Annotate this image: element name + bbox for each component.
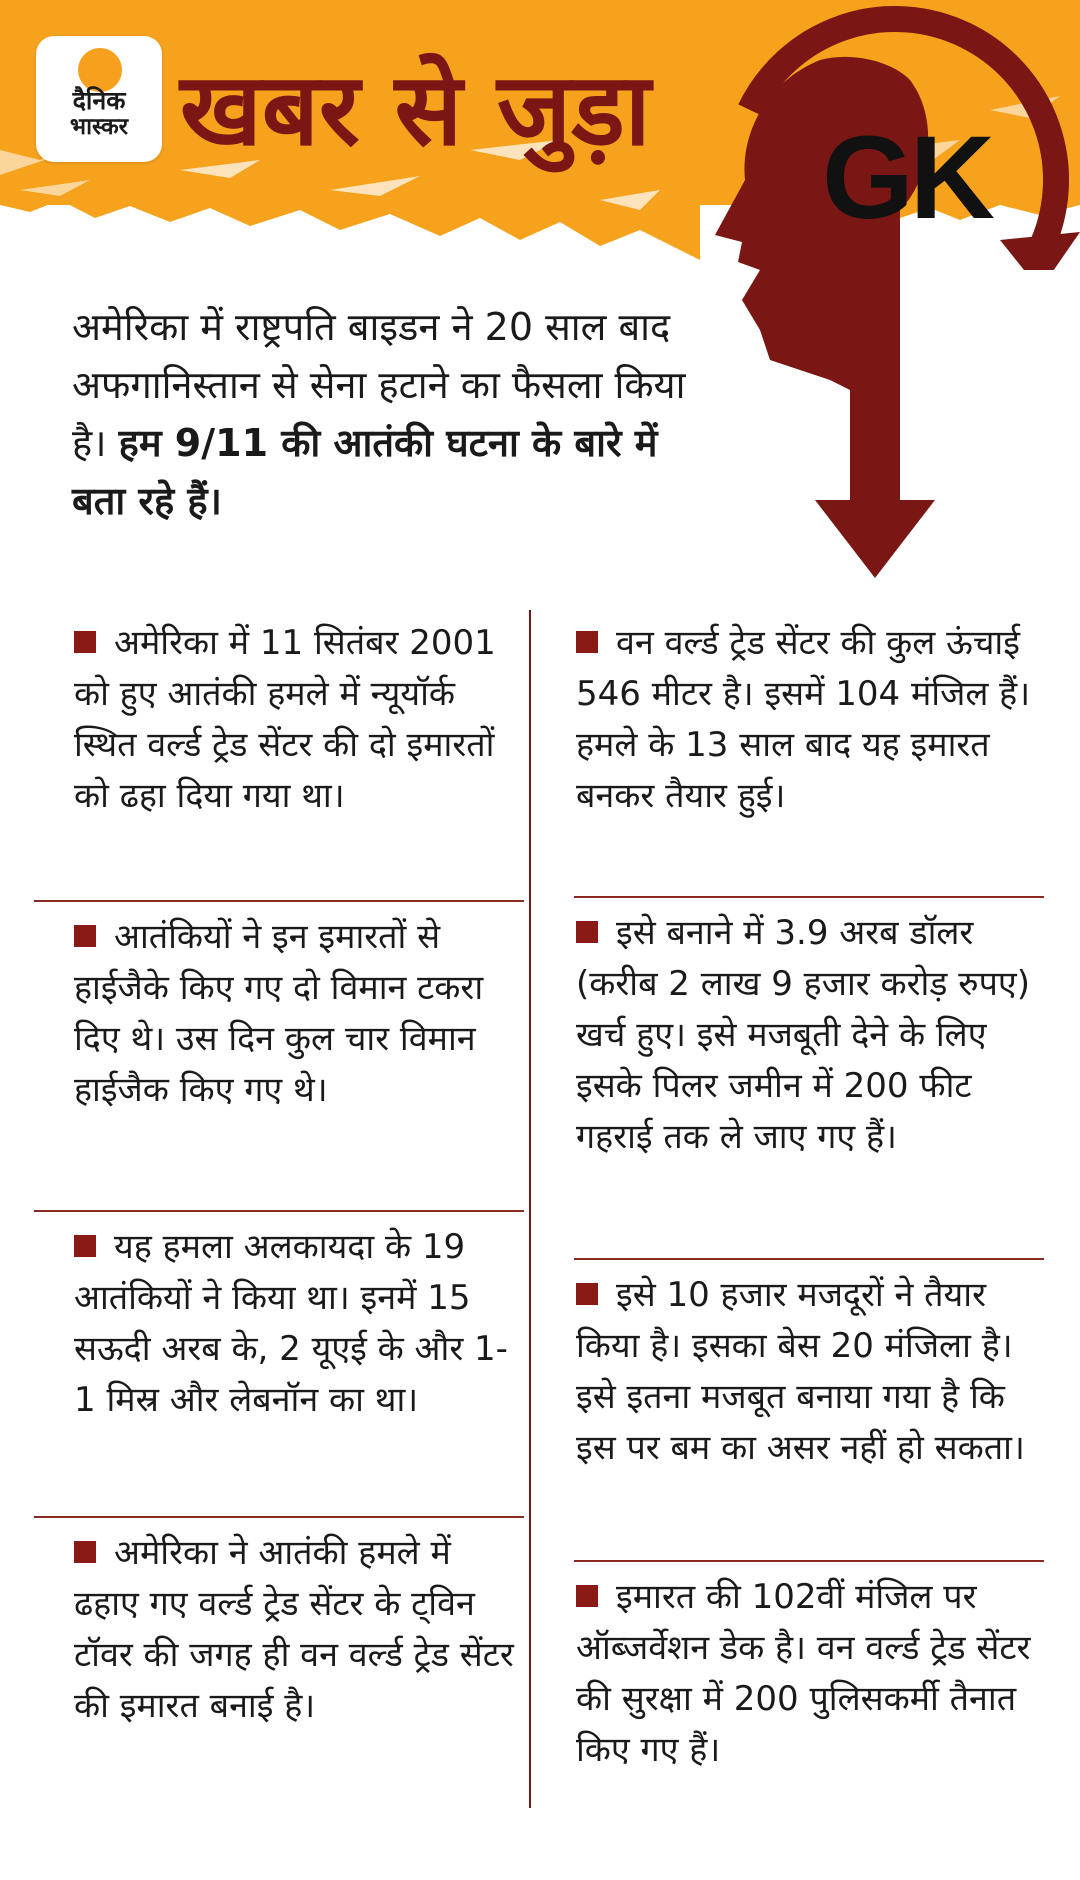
list-item: [34, 608, 524, 902]
item-text: आतंकियों ने इन इमारतों से हाईजैके किए गए दो विमान टकरा दिए थे। उस दिन कुल चार विमान हाईजैक किए गए थे।: [74, 917, 484, 1110]
column-divider: [529, 610, 531, 1808]
list-item: [34, 1212, 524, 1518]
left-column: [34, 608, 524, 1808]
list-item: [34, 902, 524, 1212]
intro-paragraph: [72, 298, 712, 530]
item-text: वन वर्ल्ड ट्रेड सेंटर की कुल ऊंचाई 546 मीटर है। इसमें 104 मंजिल हैं। हमले के 13 साल बाद यह इमारत बनकर तैयार हुई।: [576, 623, 1031, 816]
bullet-square-icon: [576, 1585, 598, 1607]
bullet-square-icon: [576, 631, 598, 653]
item-text: अमेरिका में 11 सितंबर 2001 को हुए आतंकी हमले में न्यूयॉर्क स्थित वर्ल्ड ट्रेड सेंटर की दो इमारतों को ढहा दिया गया था।: [74, 623, 496, 816]
bullet-square-icon: [576, 1283, 598, 1305]
bullet-square-icon: [74, 631, 96, 653]
gk-badge: GK: [822, 112, 991, 244]
neck-shape: [742, 270, 900, 500]
item-text: इसे 10 हजार मजदूरों ने तैयार किया है। इसका बेस 20 मंजिला है। इसे इतना मजबूत बनाया गया है कि इस पर बम का असर नहीं हो सकता।: [576, 1275, 1025, 1468]
bullet-square-icon: [74, 1541, 96, 1563]
list-item: [574, 1562, 1044, 1802]
list-item: [574, 1260, 1044, 1562]
list-item: [574, 608, 1044, 898]
item-text: इमारत की 102वीं मंजिल पर ऑब्जर्वेशन डेक है। वन वर्ल्ड ट्रेड सेंटर की सुरक्षा में 200 पुलिसकर्मी तैनात किए गए हैं।: [576, 1577, 1031, 1770]
right-column: [574, 608, 1044, 1802]
item-text: अमेरिका ने आतंकी हमले में ढहाए गए वर्ल्ड ट्रेड सेंटर के ट्विन टॉवर की जगह ही वन वर्ल्ड ट्रेड सेंटर की इमारत बनाई है।: [74, 1533, 514, 1726]
logo-line2: भास्कर: [69, 114, 129, 140]
item-text: यह हमला अलकायदा के 19 आतंकियों ने किया था। इनमें 15 सऊदी अरब के, 2 यूएई के और 1-1 मिस्र और लेबनॉन का था।: [74, 1227, 508, 1420]
list-item: [34, 1518, 524, 1808]
bullet-square-icon: [74, 1235, 96, 1257]
bullet-square-icon: [74, 925, 96, 947]
header-title: खबर से जुड़ा: [180, 51, 651, 168]
intro-bold: हम 9/11 की आतंकी घटना के बारे में बता रहे हैं।: [72, 421, 658, 523]
bullet-square-icon: [576, 921, 598, 943]
item-text: इसे बनाने में 3.9 अरब डॉलर (करीब 2 लाख 9 हजार करोड़ रुपए) खर्च हुए। इसे मजबूती देने के लिए इसके पिलर जमीन में 200 फीट गहराई तक ले जाए गए हैं।: [576, 913, 1030, 1157]
logo-line1: दैनिक: [72, 86, 126, 115]
down-arrow-icon: [815, 500, 935, 578]
list-item: [574, 898, 1044, 1260]
intro-regular: अमेरिका में राष्ट्रपति बाइडन ने 20 साल बाद अफगानिस्तान से सेना हटाने का फैसला किया है।: [72, 305, 686, 465]
